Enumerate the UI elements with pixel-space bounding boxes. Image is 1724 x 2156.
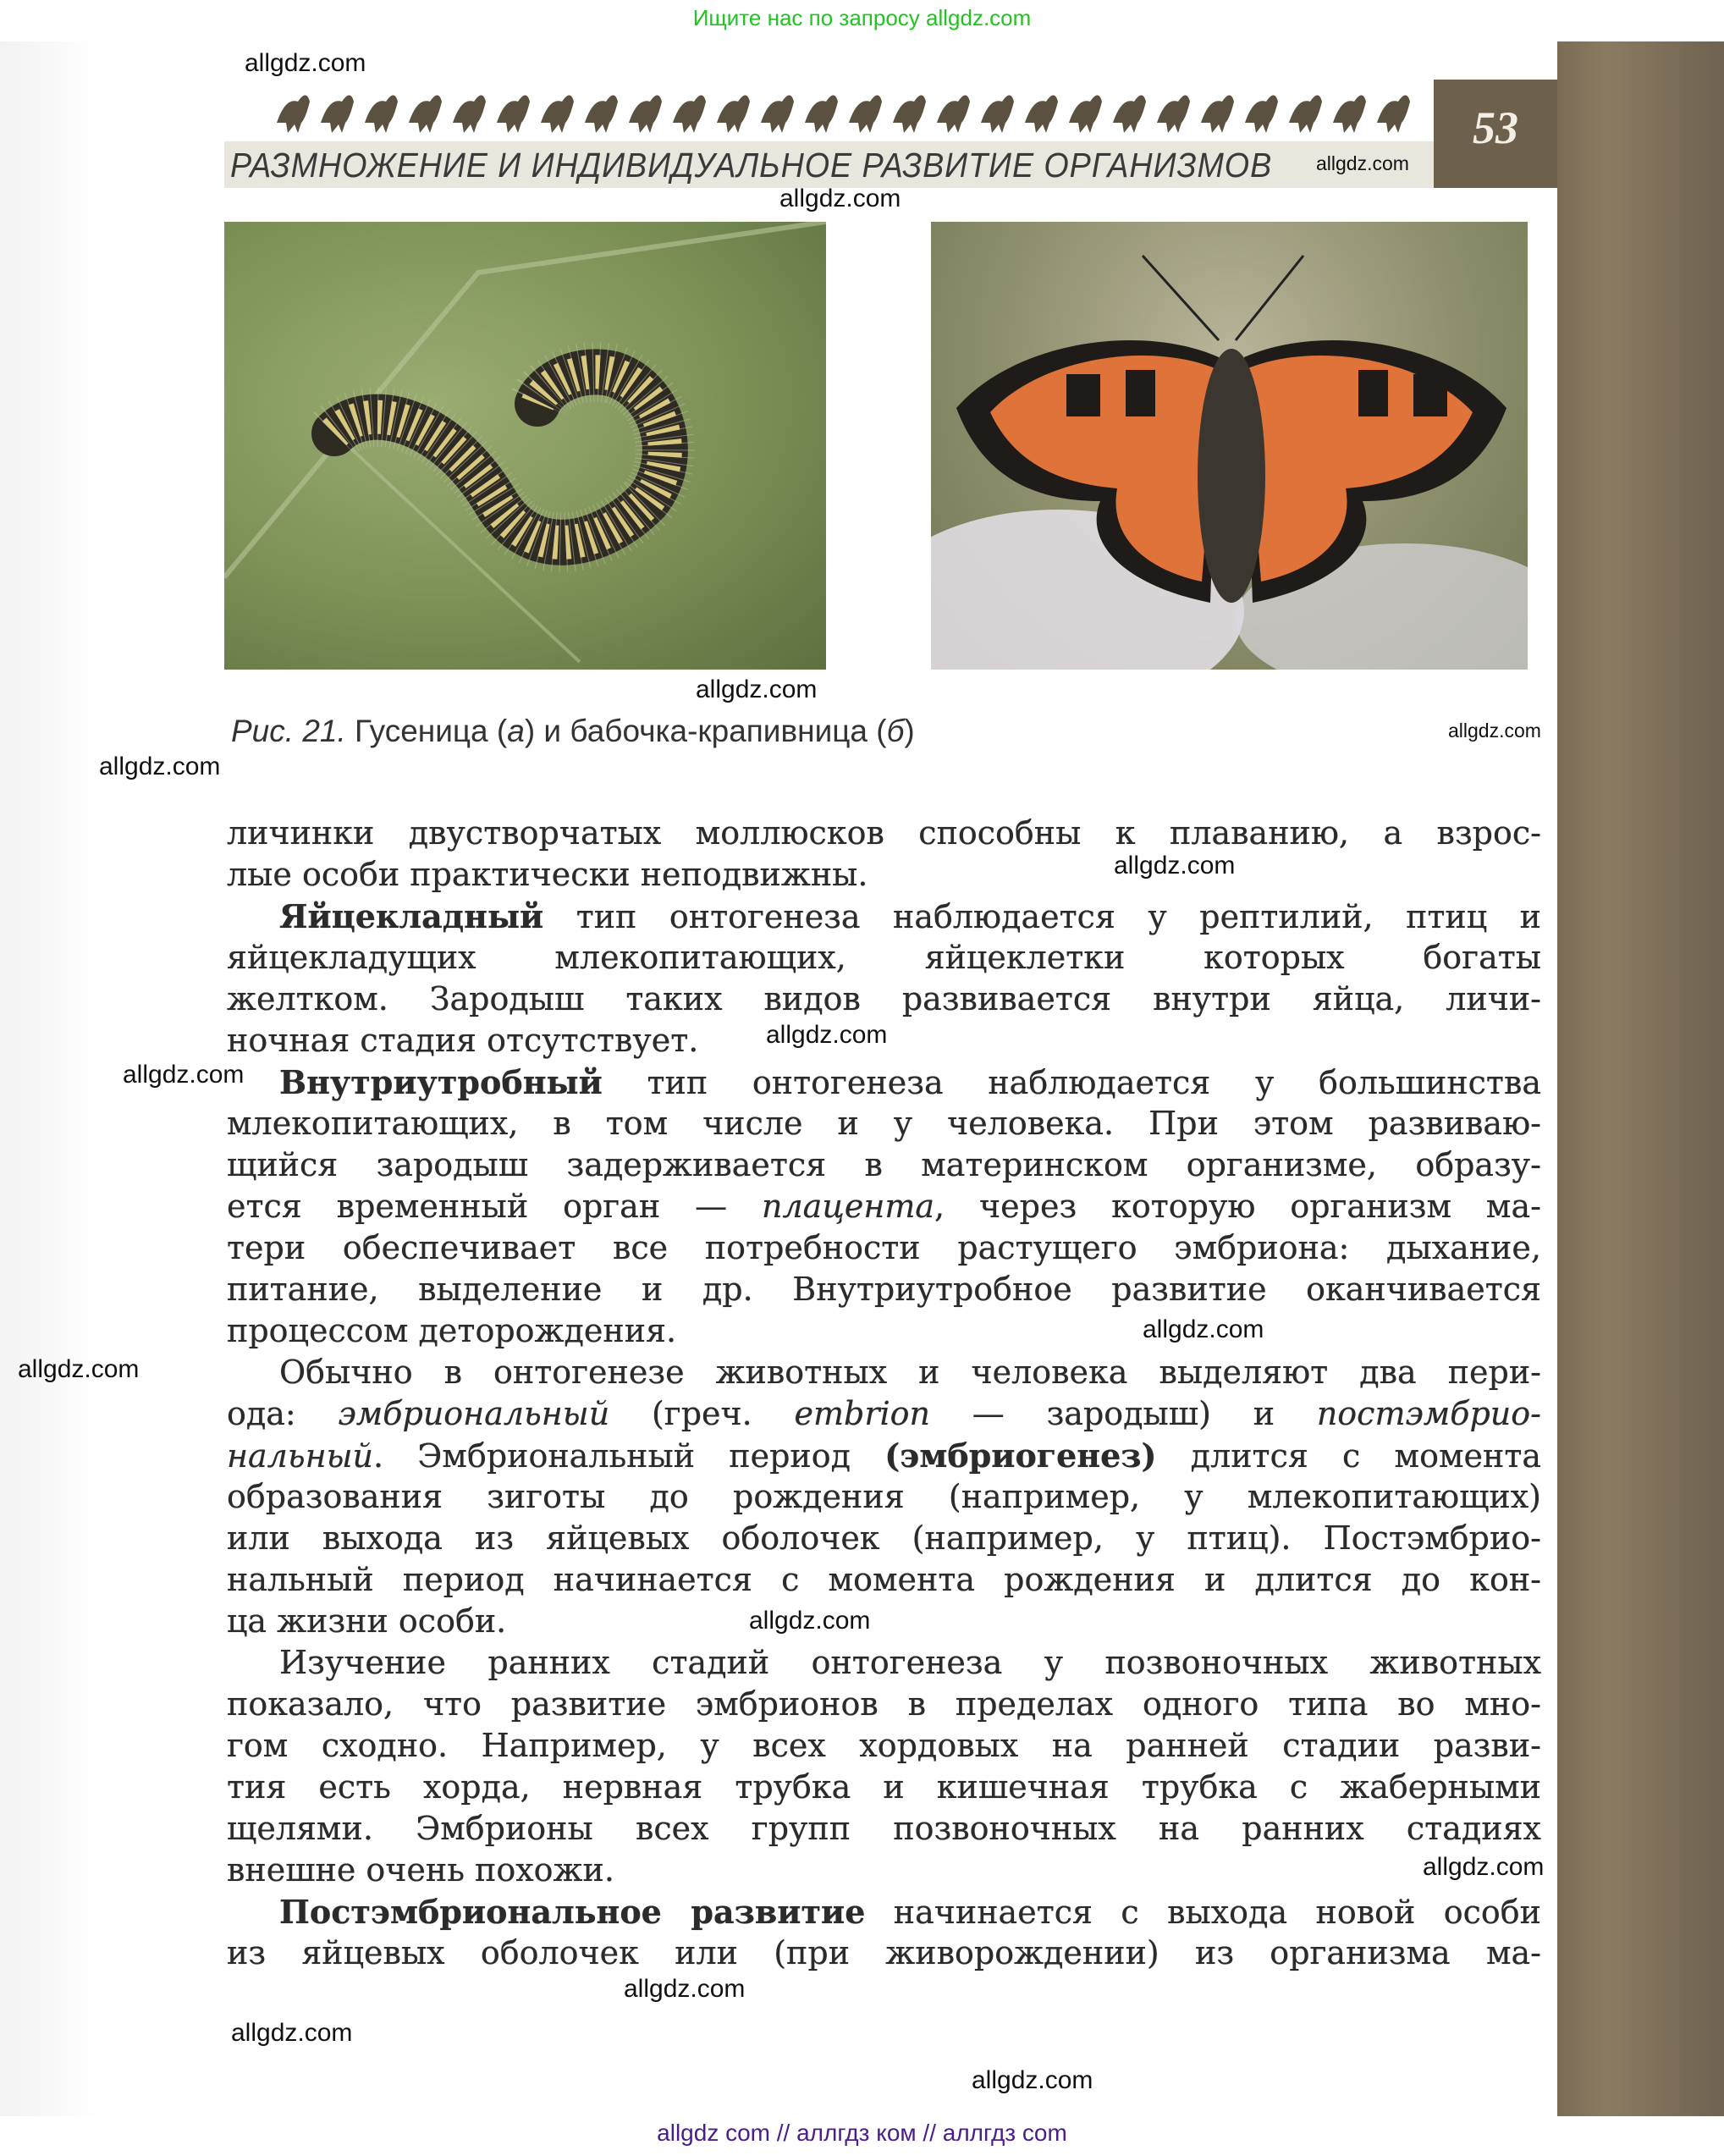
text-line (227, 813, 1541, 854)
italic-term: нальный (227, 1437, 374, 1475)
text-line (227, 1559, 1541, 1601)
text-line (227, 1933, 1541, 1974)
text-line (227, 937, 1541, 979)
watermark: allgdz.com (1114, 852, 1236, 879)
animal-silhouette-icon (1113, 96, 1146, 134)
animal-silhouette-icon (805, 96, 838, 134)
text-line (227, 1144, 1541, 1186)
page-gutter (0, 41, 103, 2116)
animal-silhouette-icon (1377, 96, 1410, 134)
watermark: allgdz.com (766, 1021, 888, 1049)
watermark: allgdz.com (779, 185, 901, 212)
watermark: allgdz.com (123, 1061, 245, 1089)
caption-text: Гусеница ( (345, 714, 508, 748)
caption-end: ) (904, 714, 915, 748)
text-line (227, 1393, 1541, 1435)
text-segment: лые особи практически неподвижны. (227, 856, 868, 893)
bold-term: Постэмбриональное развитие (279, 1893, 866, 1931)
chapter-title: РАЗМНОЖЕНИЕ И ИНДИВИДУАЛЬНОЕ РАЗВИТИЕ ОРГАНИЗМОВ (230, 146, 1273, 185)
animal-silhouette-icon (1333, 96, 1366, 134)
italic-term: embrion (794, 1395, 931, 1432)
animal-silhouette-icon (321, 96, 354, 134)
text-line (227, 1725, 1541, 1767)
text-segment: щийся зародыш задерживается в материнском организме, образу- (227, 1146, 1541, 1183)
text-segment: ется временный орган — (227, 1188, 762, 1225)
animal-silhouette-icon (673, 96, 706, 134)
text-segment: процессом деторождения. (227, 1312, 677, 1349)
text-segment: показало, что развитие эмбрионов в пределах одного типа во мно- (227, 1685, 1541, 1723)
text-line (227, 1601, 1541, 1642)
animal-silhouette-icon (761, 96, 794, 134)
watermark: allgdz.com (1448, 720, 1541, 742)
italic-term: плацента (762, 1188, 935, 1225)
text-segment: — зародыш) и (930, 1395, 1317, 1432)
animal-silhouette-icon (937, 96, 970, 134)
animal-silhouette-icon (1289, 96, 1322, 134)
text-segment: Изучение ранних стадий онтогенеза у позвоночных животных (279, 1644, 1541, 1681)
text-line (227, 896, 1541, 937)
page-number: 53 (1473, 102, 1518, 153)
watermark: allgdz.com (99, 753, 221, 780)
text-segment: ода: (227, 1395, 339, 1432)
animal-silhouette-icon (585, 96, 618, 134)
text-line (227, 1642, 1541, 1684)
text-segment: яйцекладущих млекопитающих, яйцеклетки которых богаты (227, 939, 1541, 976)
text-segment: питание, выделение и др. Внутриутробное развитие оканчивается (227, 1271, 1541, 1308)
text-line (227, 1352, 1541, 1393)
watermark: allgdz.com (972, 2066, 1093, 2094)
text-segment: начинается с выхода новой особи (865, 1894, 1541, 1931)
footer-links[interactable]: allgdz com // аллгдз ком // аллгдз com (657, 2120, 1067, 2146)
bold-term: (эмбриогенез) (884, 1436, 1157, 1475)
text-line (227, 1103, 1541, 1144)
text-segment: длится с момента (1156, 1437, 1541, 1475)
animal-silhouette-icon (541, 96, 574, 134)
animal-silhouette-icon (1157, 96, 1190, 134)
watermark: allgdz.com (749, 1607, 871, 1635)
animal-silhouette-icon (981, 96, 1014, 134)
text-line (227, 1684, 1541, 1725)
text-segment: (греч. (609, 1395, 795, 1432)
text-line (227, 979, 1541, 1020)
figure-caption (231, 714, 915, 749)
text-line (227, 854, 1541, 896)
text-segment: , через которую организм ма- (934, 1188, 1541, 1225)
animal-silhouette-icon (1069, 96, 1102, 134)
watermark: allgdz.com (1423, 1853, 1545, 1881)
watermark: allgdz.com (245, 49, 366, 77)
site-banner[interactable]: Ищите нас по запросу allgdz.com (692, 5, 1032, 30)
animal-silhouette-icon (497, 96, 530, 134)
text-segment: внешне очень похожи. (227, 1851, 614, 1889)
text-line (227, 1061, 1541, 1103)
text-line (227, 1435, 1541, 1476)
text-segment: ночная стадия отсутствует. (227, 1022, 699, 1059)
text-segment: нальный период начинается с момента рождения и длится до кон- (227, 1561, 1541, 1598)
butterfly-photo (931, 222, 1528, 670)
text-segment: гом сходно. Например, у всех хордовых на ранней стадии разви- (227, 1727, 1541, 1764)
caption-label-a: а (507, 714, 525, 748)
animal-silhouette-icon (365, 96, 398, 134)
text-line (227, 1269, 1541, 1310)
caterpillar-photo (224, 222, 826, 670)
text-segment: Обычно в онтогенезе животных и человека выделяют два пери- (279, 1354, 1541, 1391)
watermark: allgdz.com (1143, 1315, 1264, 1343)
animal-silhouette-icon (409, 96, 442, 134)
book-edge (1557, 41, 1724, 2116)
text-segment: образования зиготы до рождения (например, у млекопитающих) (227, 1478, 1541, 1515)
animal-silhouette-icon (849, 96, 882, 134)
bold-term: Внутриутробный (279, 1063, 603, 1101)
body-text (227, 813, 1541, 1974)
text-segment: тип онтогенеза наблюдается у большинства (602, 1064, 1541, 1101)
text-line (227, 1227, 1541, 1269)
animal-silhouette-icon (1201, 96, 1234, 134)
animal-silhouette-icon (893, 96, 926, 134)
text-line (227, 1518, 1541, 1559)
animal-silhouette-icon (277, 96, 310, 134)
text-line (227, 1186, 1541, 1227)
text-segment: млекопитающих, в том числе и у человека. При этом развиваю- (227, 1105, 1541, 1142)
watermark: allgdz.com (231, 2019, 353, 2047)
italic-term: постэмбрио- (1316, 1395, 1541, 1432)
text-line (227, 1476, 1541, 1518)
text-segment: . Эмбриональный период (373, 1437, 885, 1475)
watermark: allgdz.com (18, 1355, 140, 1383)
text-segment: или выхода из яйцевых оболочек (например, у птиц). Постэмбрио- (227, 1519, 1541, 1557)
text-line (227, 1891, 1541, 1933)
caption-label-b: б (886, 714, 905, 748)
text-line (227, 1808, 1541, 1850)
text-segment: желтком. Зародыш таких видов развивается внутри яйца, личи- (227, 980, 1541, 1017)
text-line (227, 1310, 1541, 1352)
watermark: allgdz.com (696, 675, 818, 703)
caption-mid: ) и бабочка-крапивница ( (524, 714, 887, 748)
watermark: allgdz.com (1316, 152, 1409, 174)
text-segment: из яйцевых оболочек или (при живорождении) из организма ма- (227, 1934, 1541, 1971)
animal-silhouette-icon (453, 96, 486, 134)
text-segment: щелями. Эмбрионы всех групп позвоночных на ранних стадиях (227, 1810, 1541, 1847)
text-line (227, 1767, 1541, 1808)
animal-silhouette-icon (717, 96, 750, 134)
text-segment: тия есть хорда, нервная трубка и кишечная трубка с жаберными (227, 1768, 1541, 1806)
text-segment: тип онтогенеза наблюдается у рептилий, птиц и (543, 898, 1541, 935)
italic-term: эмбриональный (338, 1395, 610, 1432)
watermark: allgdz.com (624, 1975, 746, 2003)
animal-silhouette-icon (629, 96, 662, 134)
text-line (227, 1850, 1541, 1891)
text-segment: тери обеспечивает все потребности растущего эмбриона: дыхание, (227, 1229, 1541, 1266)
text-segment: личинки двустворчатых моллюсков способны к плаванию, а взрос- (227, 814, 1541, 852)
bold-term: Яйцекладный (279, 897, 544, 935)
animal-silhouette-icon (1025, 96, 1058, 134)
animal-silhouettes-ornament (268, 85, 1411, 135)
animal-silhouette-icon (1245, 96, 1278, 134)
text-segment: ца жизни особи. (227, 1602, 507, 1640)
caption-prefix: Рис. 21. (231, 714, 346, 748)
